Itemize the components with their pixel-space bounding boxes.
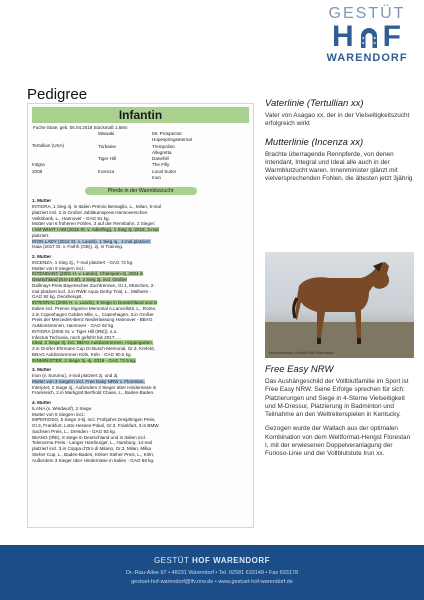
free-easy-paragraph-1: Das Aushängeschild der Vollblutfamilie im Sport ist Free Easy NRW. Seine Erfolge sprechen für sich: Platzierungen und Siege in 4-Sterne Vielseitigkeit und M-Dressur, Platzierung in Badminton und Teilnahme an den Weltreiterspielen in Kentucky. bbox=[265, 378, 409, 419]
pedigree-line-text: Steher Cup, L., Baden-Baden, Kölner Steher Preis, L., Köln; bbox=[32, 451, 155, 457]
pedigree-line-text: IRON LADY (2012 St. v. Lando), 1 Sieg 4j., 1-mal platziert. bbox=[32, 238, 152, 244]
photo-caption: Innenminister, Gestüt Hof Warendorf bbox=[269, 350, 334, 355]
pedigree-line-text: GAG 92 kg. Deckhengst. bbox=[32, 294, 83, 300]
ancestor-name: Inun bbox=[152, 175, 161, 181]
pedigree-line-text: Mutter von 3 Siegern incl. Free Easy NRW v. Florestan, bbox=[32, 378, 145, 384]
pedigree-line-text: Inun (v. Surumu), 4-mal platziert 2j. und 3j. bbox=[32, 373, 119, 379]
ancestor-name: Danehill bbox=[152, 156, 169, 162]
pedigree-line-text: INTIGRA (2006 St. v. Tiger Hill (IRE)), s.o. bbox=[32, 328, 118, 334]
logo-letter-f: F bbox=[382, 20, 402, 53]
pedigree-line-text: INTEGRAL (2004 H. v. Lando), 9 Siege in Deutschland und in bbox=[32, 300, 158, 306]
pedigree-line-text: platziert incl. 2.in Großer Jubiläumspreis Hannoverschen bbox=[32, 209, 148, 215]
pedigree-line-text: Deutschland (9.5-10.5f), 2 Sieg 3j. incl. Großer bbox=[32, 277, 127, 283]
horse-name: Infantin bbox=[32, 107, 249, 123]
pedigree-line-text: Außerdem 3 Sieger über Hindernisse in Italien - GAG 88 kg. bbox=[32, 457, 155, 463]
pedigree-line-text: Telenorma Preis - Langer Hamburger, L., Hamburg, 14-mal bbox=[32, 440, 152, 446]
pedigree-line-text: mal platziert incl. 3.in RWE Aqua Derby Trial, L., Mülheim - bbox=[32, 288, 152, 294]
logo-line-hof bbox=[323, 22, 411, 52]
free-easy-body bbox=[265, 378, 415, 459]
family-label: Pferde in der Warmblutzucht bbox=[85, 187, 197, 195]
logo-line-warendorf: WARENDORF bbox=[326, 52, 408, 64]
pedigree-line-text: BBAG Auktionsrennen Köln, Köln - GAG 90.5 kg. bbox=[32, 351, 132, 357]
pedigree-line-text: 2.in Copenhagen Golden Mile, L., Copenhagen, 3.in Großer bbox=[32, 311, 154, 317]
pedigree-line-text: platziert. bbox=[32, 232, 50, 238]
pedigree-line bbox=[32, 458, 249, 464]
vaterlinie-title-sub: (Tertullian xx) bbox=[306, 98, 364, 109]
brand-logo bbox=[323, 6, 411, 64]
pedigree-line-text: 3. Mutter bbox=[32, 367, 52, 373]
pedigree-line-text: INTIGRA, 1 Sieg 4j. in Italien Premio Bersaglio, L., Milan, 5-mal bbox=[32, 204, 161, 210]
pedigree-document bbox=[27, 103, 254, 528]
mutterlinie-title-sub: (Incenza xx) bbox=[311, 136, 364, 148]
lineage-notes bbox=[265, 98, 415, 184]
mutterlinie-body: Brachte überragende Rennpferde, von denen Intendant, Integral und Ideal alle auch in der Warmblutzucht waren. Innenminister glänzt mit vielversprechenden Fohlen, die ältesten jetzt 3jährig bbox=[265, 150, 413, 183]
free-easy-paragraph-2: Gezogen wurde der Wallach aus der optimalen Kombination von dem Weltformat-Hengst Florestan I, mit der erwiesenen Doppelveranlagung der Furioso-Linie und der Vollblutstute Irun xx. bbox=[265, 425, 411, 458]
pedigree-line-text: 4. Mutter bbox=[32, 400, 52, 406]
ancestor-name: Mr. Prospector bbox=[152, 131, 182, 136]
horse-illustration bbox=[265, 252, 414, 358]
dam-year: 2008 bbox=[32, 168, 43, 174]
ancestor-name: Tiger Hill bbox=[98, 156, 116, 162]
pedigree-line-text: I AM WHAT I AM (2015 St. v. Adlerflug), 1 Sieg 3j.-2018, 3-mal bbox=[32, 227, 159, 233]
ancestor-name: Allegretta bbox=[152, 149, 172, 155]
ancestor-name: Turbaine bbox=[98, 143, 116, 149]
page-title: Pedigree bbox=[27, 86, 88, 103]
mutterlinie-title-main: Mutterlinie bbox=[265, 136, 309, 148]
pedigree-line-text: INNMINISTER, 2 Siege 3j.-4j.-2019 - GAG 73.5 kg. bbox=[32, 357, 137, 363]
logo-line-gestuet: GESTÜT bbox=[328, 5, 406, 22]
pedigree-line-text: Auktionsrennen, Hannover - GAG 92 kg. bbox=[32, 323, 115, 329]
pedigree-line-text: Sachsen Preis, L., Dresden - GAG 93 kg. bbox=[32, 428, 117, 434]
footer-brand-bold: HOF WARENDORF bbox=[191, 556, 271, 565]
logo-letter-h: H bbox=[332, 20, 355, 53]
vaterlinie-title-main: Vaterlinie bbox=[265, 98, 305, 109]
sire-name: Tertullian (USA) bbox=[32, 143, 65, 149]
pedigree-line-text: Interpret, 2 Siege 4j.; Außerdem 2 Sieger über Hindernisse in bbox=[32, 384, 157, 390]
ancestor-name: Local Suitor bbox=[152, 168, 177, 174]
pedigree-line-text: INCENZA, 1 Sieg 3j., 7-mal platziert - GAG 72 kg. bbox=[32, 259, 134, 265]
pedigree-line-text: Mutter von 5 Siegern incl.: bbox=[32, 411, 86, 417]
dam-name: Intigra bbox=[32, 162, 45, 168]
vaterlinie-title bbox=[265, 98, 415, 110]
ancestor-name: Incenza bbox=[98, 168, 115, 174]
horseshoe-icon bbox=[356, 24, 382, 50]
pedigree-line-text: Frankreich, 2.in Markgraf Berthold Chase, L., Baden-Baden. bbox=[32, 390, 155, 396]
pedigree-line-text: Mutter von 9 Siegern incl.: bbox=[32, 265, 86, 271]
dam-cell bbox=[32, 162, 98, 181]
pedigree-line-text: 2. Mutter bbox=[32, 254, 52, 260]
pedigree-line-text: IMPERIOSO, 5 Siege 2-5j. incl. Frühjahrs Dreijährigen Preis, bbox=[32, 417, 156, 423]
pedigree-line-text: Mutter von 6 früheren Fohlen, 2 auf der Rennbahn, 2 Sieger: bbox=[32, 221, 156, 227]
pedigree-line-text: Volksbank, L., Hannover - GAG 91 kg. bbox=[32, 215, 110, 221]
free-easy-title: Free Easy NRW bbox=[265, 364, 334, 375]
pedigree-line-text: Infectus Techunia, noch geführt bis 2017, ... bbox=[32, 334, 121, 340]
footer-brand bbox=[0, 556, 424, 565]
ancestor-name: Hopespringseternal bbox=[152, 137, 192, 143]
pedigree-line-text: platziert incl. 3.in Coppa d'Oro di Milano, Gr.3, Milan, Milka bbox=[32, 446, 152, 452]
pedigree-line-text: 3.in Großer Ehrmann Cup Dr.Busch-Memorial, Gr.3, Krefeld, bbox=[32, 346, 155, 352]
pedigree-line-text: INTENDANT (2001 H. v. Lando), Champion-3j. 2004 in bbox=[32, 271, 144, 277]
pedigree-line-text: Isaia (2017 St. v. Farhh (GB)), 2j. in Training. bbox=[32, 244, 124, 250]
pedigree-line-text: Preis der Mercedes-Benz Niederlassung Hannover - BBAG bbox=[32, 317, 153, 323]
pedigree-line-text: Dallmayr-Preis Bayerisches Zuchtrennen, Gr.1, München, 2- bbox=[32, 282, 155, 288]
footer-address: Dr.-Rau-Allee 97 • 48231 Warendorf • Tel. 02581 633149 • Fax 633178 bbox=[125, 570, 299, 576]
pedigree-line-text: Ideal, 2 Siege 3j. incl. BBAG Auktionsrennen, Hoppegarten, bbox=[32, 340, 154, 346]
vaterlinie-body: Vater von Asagao xx, der in der Vielseitigkeitszucht erfolgreich wirkt bbox=[265, 112, 410, 128]
footer bbox=[0, 545, 424, 600]
pedigree-line-text: 1. Mutter bbox=[32, 198, 52, 204]
birth-line: Fuchs-Stute, geb. 05.04.2018 Stockmaß 1,68m bbox=[33, 125, 128, 130]
pedigree-tree bbox=[28, 131, 253, 181]
pedigree-line-text: IBIANO (IRE), 8 Siege in Deutschland und in Italien incl. bbox=[32, 434, 147, 440]
pedigree-text bbox=[28, 198, 253, 463]
footer-brand-light: GESTÜT bbox=[153, 556, 190, 565]
pedigree-line-text: Gr.3, Frankfurt, Lotto Hessen Pokal, Gr.3, Frankfurt, 3.in BMW bbox=[32, 423, 159, 429]
pedigree-line-text: ILANA (v. Windwurf), 2 Siege. bbox=[32, 405, 93, 411]
ancestor-name: Trempolino bbox=[152, 143, 175, 149]
horse-photo bbox=[265, 252, 414, 358]
ancestor-name: Miswaki bbox=[98, 131, 115, 136]
mutterlinie-title bbox=[265, 137, 415, 149]
footer-web[interactable]: gestuet-hof-warendorf@lfv.nrw.de • www.gestuet-hof-warendorf.de bbox=[131, 579, 293, 585]
pedigree-line-text: Italien incl. Premio Sigorino Memorial A.Lancellotti, L., Rome, bbox=[32, 305, 157, 311]
ancestor-name: The Filly bbox=[152, 162, 170, 168]
